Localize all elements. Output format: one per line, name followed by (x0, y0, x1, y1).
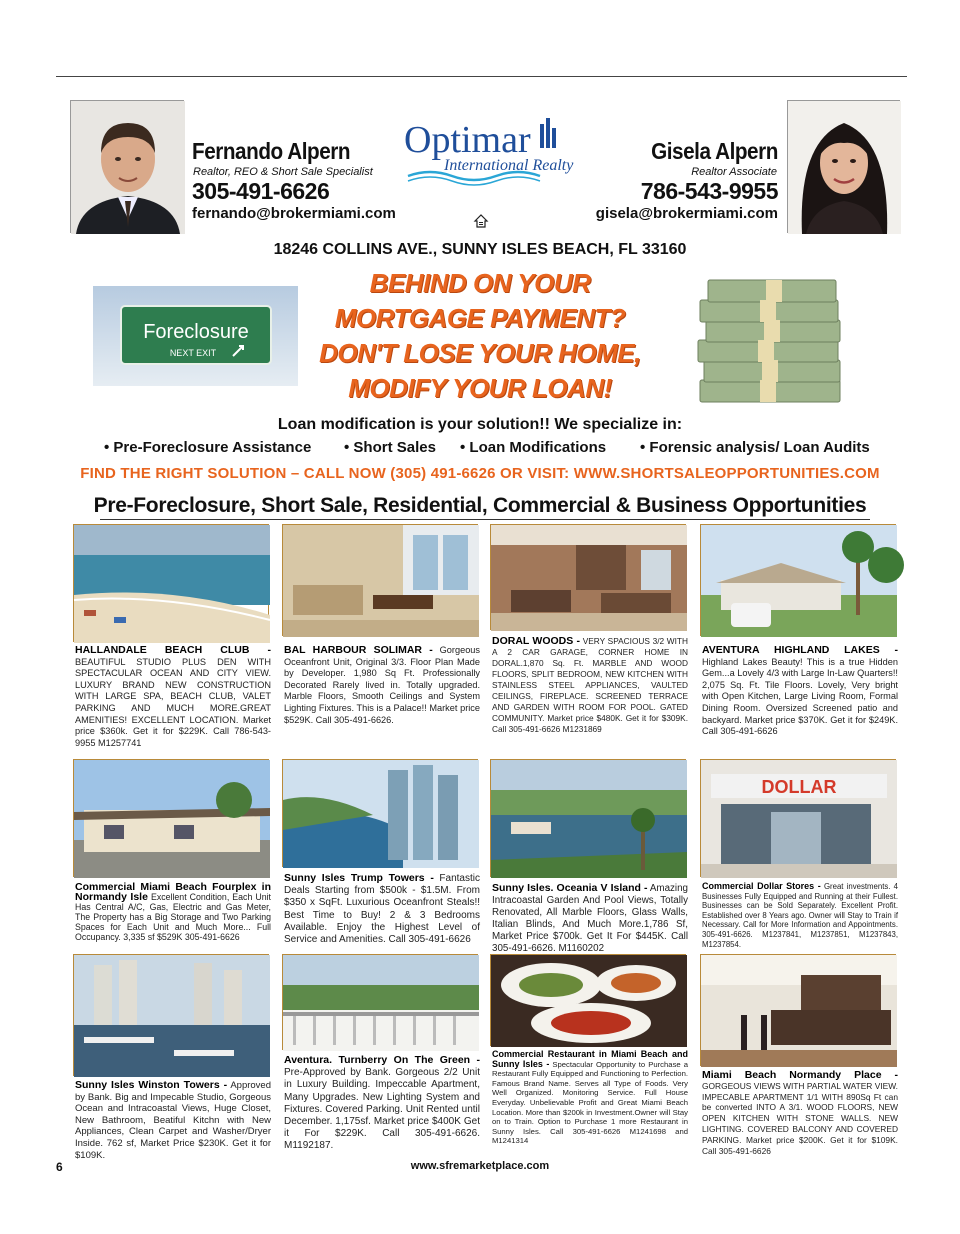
section-title: Pre-Foreclosure, Short Sale, Residential, Commercial & Business Opportunities (93, 494, 867, 517)
agent-photo-fernando (70, 100, 184, 233)
listing-doral-woods (492, 636, 688, 735)
listing-title: Miami Beach Normandy Place - (702, 1069, 898, 1081)
listing-body: Fantastic Deals Starting from $500k - $1.5M. From $350 x SqFt. Luxurious Oceanfront Steals!! Best Time to Buy! 2 & 3 Bedrooms Available. Enjoy the Highest Level of Service and Amenities. Call 305-491-6626 (284, 873, 480, 946)
listing-oceania (492, 882, 688, 955)
listing-body: Gorgeous Oceanfront Unit, Original 3/3. Floor Plan Made by Developer. 1,980 Sq Ft. Professionally Decorated Rarely lived in. Totally upgraded. Marble Floors, Smooth Ceilings and System Lighting Fixtures. This is a Palace!! Market price $529K. Call 305-491-6626. (284, 645, 481, 725)
listing-body: Amazing Intracoastal Garden And Pool Views, Totally Renovated, All Marble Floors, Glass Walls, Italian Blinds, And Much More.1,786 Sf, Market Price $700k. Get It For $445K. Call 305-491-6626. M1160202 (492, 883, 688, 954)
listing-normandy-place (702, 1070, 898, 1156)
listing-title: Aventura. Turnberry On The Green - (284, 1054, 480, 1066)
section-rule (100, 519, 870, 520)
footer-url[interactable]: www.sfremarketplace.com (410, 1160, 550, 1172)
listing-body: Great investments. 4 Businesses Fully Equipped and Running at their Fullest. Businesses can be Sold Separately. Excellent Profit. Established over 8 Years ago. Owner will Stay to Train if Necessary. Call for More Information and Appointments. 305-491-6626. M1237841, M1237851, M1237843, M1237854. (702, 882, 899, 949)
listing-turnberry (284, 1054, 480, 1153)
listing-photo-oceania (490, 759, 686, 877)
listing-title: HALLANDALE BEACH CLUB - (75, 644, 271, 656)
listing-photo-turnberry (282, 954, 478, 1050)
listing-restaurant (492, 1050, 688, 1146)
page-number: 6 (56, 1160, 63, 1174)
headline-line-2: MORTGAGE PAYMENT? (334, 303, 626, 333)
listing-photo-dollar-store (700, 759, 896, 877)
listing-photo-hallandale (73, 524, 269, 642)
listing-photo-normandy-place (700, 954, 896, 1066)
bullet-loan-modifications: • Loan Modifications (460, 439, 607, 456)
listing-photo-bal-harbour (282, 524, 478, 636)
agent-title-right: Realtor Associate (691, 166, 777, 178)
foreclosure-sign-image (93, 286, 298, 386)
agent-email-left[interactable]: fernando@brokermiami.com (192, 205, 396, 222)
loan-title: Loan modification is your solution!! We specialize in: (277, 416, 683, 433)
listing-title: Commercial Miami Beach Fourplex in Normandy Isle (75, 881, 271, 903)
listing-photo-winston-towers (73, 954, 269, 1076)
listing-bal-harbour (284, 645, 480, 726)
listing-title: Commercial Restaurant in Miami Beach and Sunny Isles - (492, 1049, 688, 1069)
listing-body: BEAUTIFUL STUDIO PLUS DEN WITH SPECTACULAR OCEAN AND CITY VIEW. LUXURY BRAND NEW CONSTRUCTION WITH LARGE SPA, BEACH CLUB, VALET PARKING AND MUCH MORE.GREAT AMENITIES! EXCELLENT LOCATION. Market price $360k. Get it for $229K. Call 786-543-9955 M1257741 (75, 656, 271, 748)
listing-title: Commercial Dollar Stores - (702, 881, 821, 891)
store-sign-text: DOLLAR (761, 777, 837, 797)
agent-name-left: Fernando Alpern (192, 138, 351, 164)
listing-winston-towers (75, 1080, 271, 1161)
headline-line-4: MODIFY YOUR LOAN! (348, 373, 612, 403)
listing-body: Pre-Approved by Bank. Gorgeous 2/2 Unit in Luxury Building. Impeccable Apartment, Many Upgrades. New Lighting System and Fixtures. Covered Parking. Unit Rented until December. 1,175sf. Market price $400K Get it For $229K. Call 305-491-6626. M1192187. (284, 1067, 480, 1152)
listing-body: Excellent Condition, Each Unit Has Central A/C, Gas, Electric and Gas Meter, The Property has a Big Storage and Two Parking Spaces for Each Unit and Much More... Full Occupancy. 3,335 sf $529K 305-491-6626 (75, 892, 271, 942)
bullet-short-sales: • Short Sales (344, 439, 436, 456)
listing-title: Sunny Isles Winston Towers - (75, 1079, 228, 1091)
svg-text:International Realty: International Realty (444, 157, 574, 174)
listing-title: DORAL WOODS - (492, 635, 581, 647)
top-rule (56, 76, 907, 77)
listing-title: AVENTURA HIGHLAND LAKES - (702, 644, 898, 656)
listing-trump-towers (284, 872, 480, 946)
listing-body: Highland Lakes Beauty! This is a true Hidden Gem...a Lovely 4/3 with Large In-Law Quarters!! 2,075 Sq. Ft. Tile Floors. Lovely, Very bright with Open Kitchen, Large Living Room, Formal Dining Room. Oversized Screened patio and backyard. Market price $370K. Get it for $249K. Call 305-491-6626 (702, 656, 898, 737)
listing-photo-trump-towers (282, 759, 478, 867)
office-address: 18246 COLLINS AVE., SUNNY ISLES BEACH, FL 33160 (273, 241, 687, 258)
listing-photo-aventura-highland (700, 524, 896, 636)
listing-photo-fourplex (73, 759, 269, 877)
money-stack-image (690, 270, 850, 415)
agent-name-right: Gisela Alpern (651, 138, 778, 164)
listing-dollar-store (702, 882, 898, 949)
bullet-forensic-analysis: • Forensic analysis/ Loan Audits (640, 439, 870, 456)
listing-body: Spectacular Opportunity to Purchase a Restaurant Fully Equipped and Functioning to Perfection. Famous Brand Name. Serves all Type of Foods. Very Well Organized. Monitoring Service. Full House Everyday. Unbelievable Profit and Great Miami Beach Location. More than $200k in Investment.Owner will Stay on to Train. Option to Purchase 1 more Restaurant in Sunny Isles. Call 305-491-6626 M1241698 and M1241314 (492, 1059, 688, 1146)
sign-text: Foreclosure (143, 321, 249, 343)
listing-title: Sunny Isles. Oceania V Island - (492, 882, 648, 894)
listing-hallandale (75, 645, 271, 749)
headline-line-1: BEHIND ON YOUR (369, 268, 591, 298)
bullet-pre-foreclosure: • Pre-Foreclosure Assistance (104, 439, 312, 456)
listing-body: VERY SPACIOUS 3/2 WITH A 2 CAR GARAGE, CORNER HOME IN DORAL.1,870 Sq. Ft. MARBLE AND WOOD FLOORS, SPLIT BEDROOM, NEW KITCHEN WITH STAINLESS STEEL APPLIANCES, VAULTED CEILINGS, FIREPLACE. SCREENED TERRACE AND GARDEN WITH ROOM FOR POOL. GATED COMMUNITY. Market price $480K. Get it for $309K. Call 305-491-6626 M1231869 (492, 636, 688, 734)
listing-body: GORGEOUS VIEWS WITH PARTIAL WATER VIEW. IMPECABLE APARTMENT 1/1 WITH 890Sq Ft can be converted INTO A 3/1. WOOD FLOORS, NEW OPEN KITCHEN WITH STONE WALLS. NEW LIGHTING. COVERED BALCONY AND COVERED PARKING. Market price $200K. Get it for $109K. Call 305-491-6626 (702, 1080, 898, 1156)
listing-photo-doral-woods (490, 524, 686, 630)
listing-title: Sunny Isles Trump Towers - (284, 872, 434, 884)
listing-fourplex (75, 882, 271, 942)
equal-housing-icon (474, 214, 488, 228)
svg-text:Optimar: Optimar (404, 119, 531, 161)
agent-title-left: Realtor, REO & Short Sale Specialist (193, 166, 373, 178)
agent-photo-gisela (787, 100, 900, 233)
listing-photo-restaurant (490, 954, 686, 1046)
listing-aventura-highland (702, 645, 898, 738)
listing-title: BAL HARBOUR SOLIMAR - (284, 644, 433, 656)
agent-phone-left[interactable]: 305-491-6626 (192, 178, 330, 204)
call-to-action[interactable]: FIND THE RIGHT SOLUTION – CALL NOW (305) 491-6626 OR VISIT: WWW.SHORTSALEOPPORTUNITIES.COM (80, 465, 880, 482)
sign-exit-text: NEXT EXIT (169, 348, 217, 358)
agent-phone-right[interactable]: 786-543-9955 (640, 178, 778, 204)
headline-line-3: DON'T LOSE YOUR HOME, (319, 338, 641, 368)
agent-email-right[interactable]: gisela@brokermiami.com (595, 205, 778, 222)
optimar-logo (400, 116, 574, 188)
listing-body: Approved by Bank. Big and Impecable Studio, Gorgeous Ocean and Intracoastal Views, Huge Closet, New Bathroom, Beatiful Kitchn with New Appliances, Clean Carpet and Washer/Dryer Inside. 762 sf, Market Price $230K. Get it for $109K. (75, 1080, 271, 1161)
